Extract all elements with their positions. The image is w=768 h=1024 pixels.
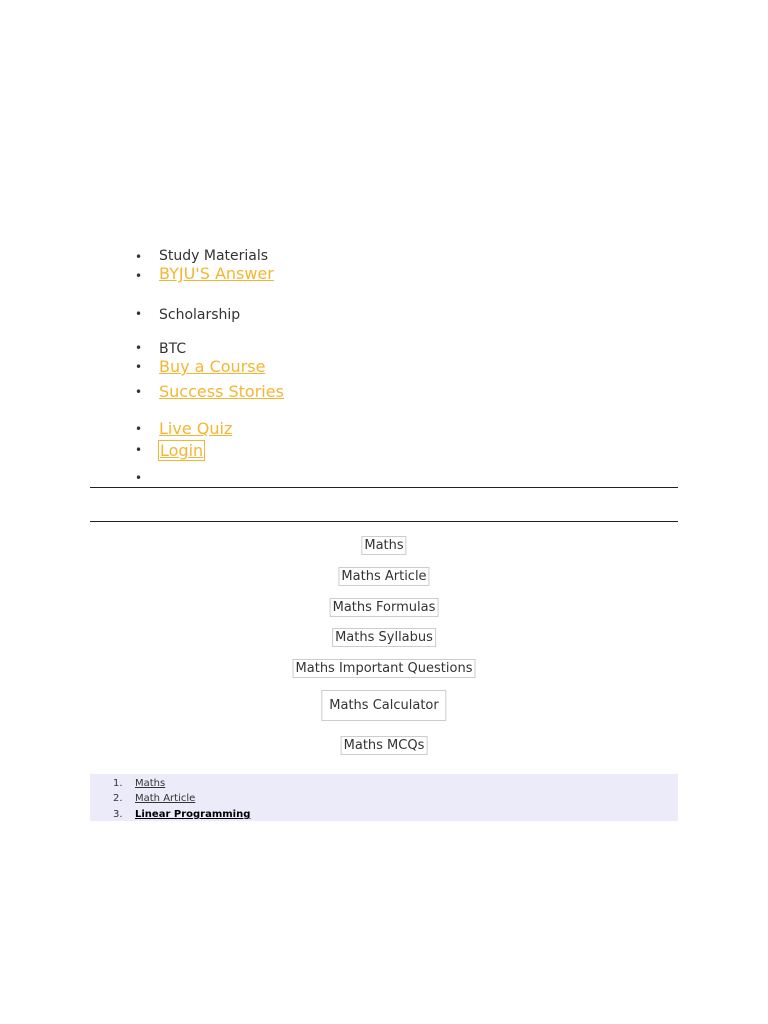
nav-label[interactable]: Study Materials [159, 248, 269, 264]
maths-article-link[interactable]: Maths Article [338, 567, 429, 586]
bullet-icon: • [135, 385, 143, 399]
breadcrumb-current-page[interactable]: Linear Programming [135, 809, 251, 820]
nav-label[interactable]: Scholarship [159, 307, 241, 323]
maths-calculator-link[interactable]: Maths Calculator [321, 690, 446, 721]
bullet-icon: • [135, 341, 143, 355]
bullet-icon: • [135, 269, 143, 283]
breadcrumb-link-maths[interactable]: Maths [135, 778, 166, 789]
bullet-icon: • [135, 360, 143, 374]
maths-important-questions-link[interactable]: Maths Important Questions [293, 659, 476, 678]
maths-link[interactable]: Maths [361, 536, 406, 555]
login-link[interactable]: Login [160, 441, 204, 460]
breadcrumb [90, 774, 678, 821]
bullet-icon: • [135, 307, 143, 321]
maths-formulas-link[interactable]: Maths Formulas [330, 598, 439, 617]
nav-link[interactable]: Live Quiz [159, 419, 233, 438]
maths-syllabus-link[interactable]: Maths Syllabus [332, 628, 436, 647]
nav-link[interactable]: BYJU'S Answer [159, 264, 274, 283]
breadcrumb-number: 1. [113, 778, 123, 789]
nav-link[interactable]: Buy a Course [159, 357, 266, 376]
divider-bottom [90, 521, 678, 522]
bullet-icon: • [135, 471, 143, 485]
nav-link[interactable]: Success Stories [159, 382, 284, 401]
bullet-icon: • [135, 422, 143, 436]
bullet-icon: • [135, 443, 143, 457]
maths-mcqs-link[interactable]: Maths MCQs [341, 736, 428, 755]
breadcrumb-number: 2. [113, 793, 123, 804]
nav-label[interactable]: BTC [159, 341, 187, 357]
bullet-icon: • [135, 250, 143, 264]
breadcrumb-link-math-article[interactable]: Math Article [135, 793, 196, 804]
divider-top [90, 487, 678, 488]
breadcrumb-number: 3. [113, 809, 123, 820]
